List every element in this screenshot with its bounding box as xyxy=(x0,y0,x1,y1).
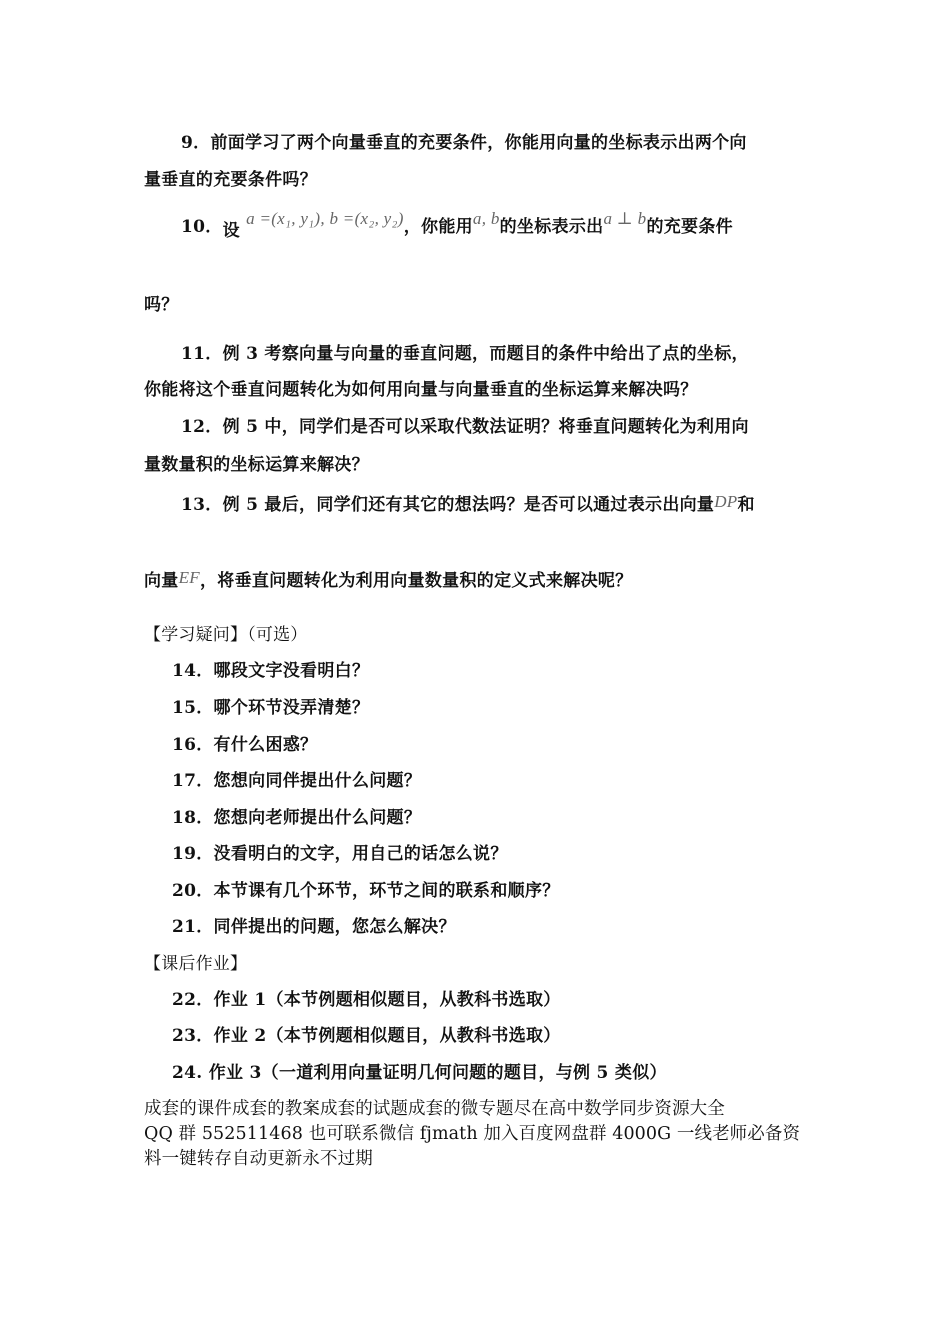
question-11-number: 11． xyxy=(181,344,223,364)
list-item: 21．同伴提出的问题，您怎么解决？ xyxy=(172,917,456,937)
footer-line-2: QQ 群 552511468 也可联系微信 fjmath 加入百度网盘群 4000G 一线老师必备资 xyxy=(144,1124,801,1144)
question-13-text-end: 和 xyxy=(737,495,755,515)
question-10-text-a: 设 xyxy=(222,221,240,241)
list-item: 18．您想向老师提出什么问题？ xyxy=(172,808,422,828)
list-item: 16．有什么困惑？ xyxy=(172,735,318,755)
question-12-line2: 量数量积的坐标运算来解决？ xyxy=(144,455,369,475)
question-10-math-ab: a, b xyxy=(472,209,500,228)
footer-line-3: 料一键转存自动更新永不过期 xyxy=(144,1149,373,1169)
list-item: 14．哪段文字没看明白？ xyxy=(172,661,370,681)
question-10-math-coordinates: a =(x₁, y₁), b =(x₂, y₂) xyxy=(246,209,404,228)
list-item: 19．没看明白的文字，用自己的话怎么说？ xyxy=(172,844,508,864)
question-9-number: 9． xyxy=(181,133,211,153)
question-10-line1 xyxy=(181,209,733,241)
question-13-text-start: 向量 xyxy=(144,571,179,591)
question-10-number: 10． xyxy=(181,217,223,237)
question-10-math-perp: a ⊥ b xyxy=(603,209,647,228)
question-12-line1 xyxy=(181,412,749,437)
question-10-text-d: 的充要条件 xyxy=(646,217,733,237)
list-item: 23．作业 2（本节例题相似题目，从教科书选取） xyxy=(172,1026,561,1046)
list-item: 15．哪个环节没弄清楚？ xyxy=(172,698,370,718)
question-13-text-rest: ，将垂直问题转化为利用向量数量积的定义式来解决呢？ xyxy=(199,571,633,591)
question-13-number: 13． xyxy=(181,495,223,515)
question-13-text: 例 5 最后，同学们还有其它的想法吗？是否可以通过表示出向量 xyxy=(222,495,715,515)
question-9-line2: 量垂直的充要条件吗？ xyxy=(144,170,317,190)
question-13-line1 xyxy=(181,490,755,515)
question-13-math-ef: EF xyxy=(178,568,200,587)
question-10-text-b: ，你能用 xyxy=(403,217,473,237)
list-item: 24. 作业 3（一道利用向量证明几何问题的题目，与例 5 类似） xyxy=(172,1063,667,1083)
section-heading-study-questions: 【学习疑问】（可选） xyxy=(144,625,308,645)
list-item: 20．本节课有几个环节，环节之间的联系和顺序？ xyxy=(172,881,560,901)
question-12-number: 12． xyxy=(181,417,223,437)
section-heading-homework: 【课后作业】 xyxy=(144,954,248,974)
footer-line-1: 成套的课件成套的教案成套的试题成套的微专题尽在高中数学同步资源大全 xyxy=(144,1099,725,1119)
question-11-line2: 你能将这个垂直问题转化为如何用向量与向量垂直的坐标运算来解决吗？ xyxy=(144,380,698,400)
question-9-text: 前面学习了两个向量垂直的充要条件，你能用向量的坐标表示出两个向 xyxy=(210,133,747,153)
question-10-line2: 吗？ xyxy=(144,295,179,315)
question-10-text-c: 的坐标表示出 xyxy=(499,217,604,237)
list-item: 17．您想向同伴提出什么问题？ xyxy=(172,771,422,791)
question-13-math-dp: DP xyxy=(714,492,738,511)
question-11-text: 例 3 考察向量与向量的垂直问题，而题目的条件中给出了点的坐标， xyxy=(222,344,749,364)
question-12-text: 例 5 中，同学们是否可以采取代数法证明？将垂直问题转化为利用向 xyxy=(222,417,749,437)
question-9-line1 xyxy=(181,128,747,153)
question-11-line1 xyxy=(181,339,749,364)
question-13-line2 xyxy=(144,566,632,591)
list-item: 22．作业 1（本节例题相似题目，从教科书选取） xyxy=(172,990,561,1010)
